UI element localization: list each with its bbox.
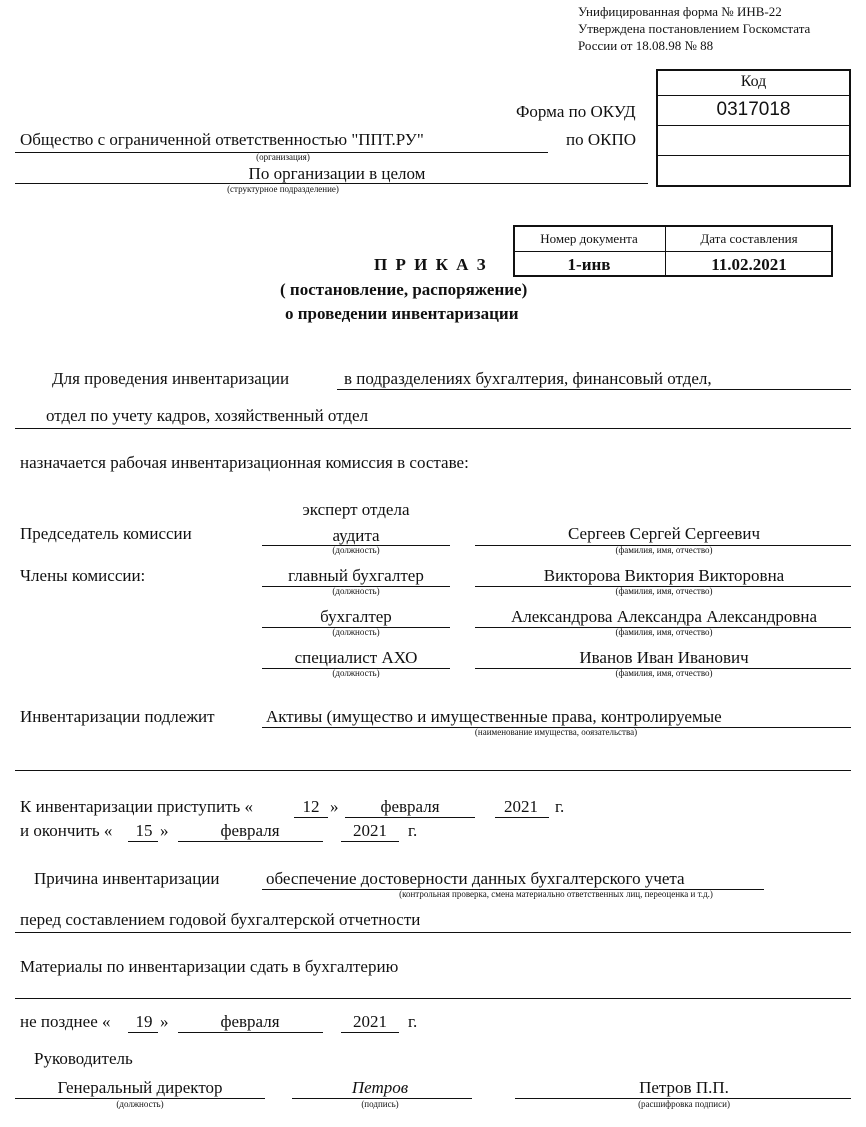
member-position: бухгалтер [320,607,392,626]
purpose-value-line1: в подразделениях бухгалтерия, финансовый отдел, [344,369,712,388]
end-month: февраля [220,821,280,840]
reason-value-line2: перед составлением годовой бухгалтерской отчетности [20,910,421,929]
position-hint: (должность) [332,586,380,596]
start-month-underline [345,817,475,818]
deadline-month: февраля [220,1012,280,1031]
form-name-line: Унифицированная форма № ИНВ-22 [578,4,782,19]
members-label: Члены комиссии: [20,566,146,585]
name-hint: (фамилия, имя, отчество) [615,668,713,678]
start-label: К инвентаризации приступить « [20,797,254,816]
position-hint: (должность) [332,545,380,555]
subject-label: Инвентаризации подлежит [20,707,215,726]
subject-underline-2 [15,770,851,771]
name-hint: (фамилия, имя, отчество) [615,586,713,596]
reason-value-line1: обеспечение достоверности данных бухгалтерского учета [266,869,685,888]
purpose-underline-2 [15,428,851,429]
end-month-underline [178,841,323,842]
document-subtitle: ( постановление, распоряжение) [280,280,528,299]
member-name: Иванов Иван Иванович [579,648,749,667]
deadline-day: 19 [135,1012,153,1031]
document-topic: о проведении инвентаризации [285,304,519,323]
division-hint: (структурное подразделение) [227,184,339,194]
name-hint: (фамилия, имя, отчество) [615,545,713,555]
document-title: П Р И К А З [374,255,488,274]
end-year: 2021 [353,821,387,840]
end-year-underline [341,841,399,842]
chairman-name: Сергеев Сергей Сергеевич [567,524,761,543]
head-decoding-hint: (расшифровка подписи) [638,1099,730,1109]
year-suffix: г. [408,1012,418,1031]
chairman-position-line2: аудита [332,526,380,545]
deadline-day-underline [128,1032,158,1033]
okud-code-value: 0317018 [716,99,791,120]
document-date-value: 11.02.2021 [711,254,787,274]
head-label: Руководитель [34,1049,133,1068]
organization-hint: (организация) [256,152,310,162]
member-position: специалист АХО [294,648,418,667]
member-name: Викторова Виктория Викторовна [543,566,785,585]
head-position-hint: (должность) [116,1099,164,1109]
start-year: 2021 [504,797,538,816]
commission-intro: назначается рабочая инвентаризационная комиссия в составе: [20,453,469,472]
head-signature: Петров [351,1078,409,1097]
member-position: главный бухгалтер [288,566,424,585]
quote-close: » [330,797,339,816]
name-hint: (фамилия, имя, отчество) [615,627,713,637]
document-number-value: 1-инв [567,254,611,274]
code-header: Код [740,73,767,90]
end-label: и окончить « [20,821,113,840]
chairman-label: Председатель комиссии [20,524,192,543]
start-day-underline [294,817,328,818]
materials-underline [15,998,851,999]
subject-value: Активы (имущество и имущественные права, контролируемые [266,707,722,726]
head-decoding: Петров П.П. [639,1078,729,1097]
year-suffix: г. [408,821,418,840]
head-signature-hint: (подпись) [361,1099,399,1109]
purpose-underline-1 [337,389,851,390]
deadline-year: 2021 [353,1012,387,1031]
organization-name: Общество с ограниченной ответственностью "ППТ.РУ" [20,130,424,149]
divider [656,155,851,156]
form-approval-date-line: России от 18.08.98 № 88 [578,38,714,53]
okpo-code-value [656,126,851,154]
end-day: 15 [135,821,153,840]
purpose-value-line2: отдел по учету кадров, хозяйственный отдел [46,406,369,425]
materials-text: Материалы по инвентаризации сдать в бухгалтерию [20,957,399,976]
start-day: 12 [302,797,320,816]
purpose-label: Для проведения инвентаризации [52,369,290,388]
okud-label: Форма по ОКУД [516,102,636,121]
quote-close: » [160,821,169,840]
start-year-underline [495,817,549,818]
chairman-position-line1: эксперт отдела [302,500,410,519]
reason-hint: (контрольная проверка, смена материально ответственных лиц, переоценка и т.д.) [399,889,713,899]
subject-hint: (наименование имущества, ооязательства) [474,727,638,737]
start-month: февраля [380,797,440,816]
head-position: Генеральный директор [57,1078,223,1097]
deadline-month-underline [178,1032,323,1033]
position-hint: (должность) [332,627,380,637]
document-date-header: Дата составления [700,231,798,246]
quote-close: » [160,1012,169,1031]
end-day-underline [128,841,158,842]
reason-label: Причина инвентаризации [34,869,220,888]
year-suffix: г. [555,797,565,816]
position-hint: (должность) [332,668,380,678]
okpo-label: по ОКПО [566,130,637,149]
document-number-header: Номер документа [540,231,638,246]
member-name: Александрова Александра Александровна [510,607,818,626]
form-approval-line: Утверждена постановлением Госкомстата [578,21,811,36]
division-name: По организации в целом [248,164,426,183]
deadline-year-underline [341,1032,399,1033]
deadline-label: не позднее « [20,1012,111,1031]
reason-underline-2 [15,932,851,933]
